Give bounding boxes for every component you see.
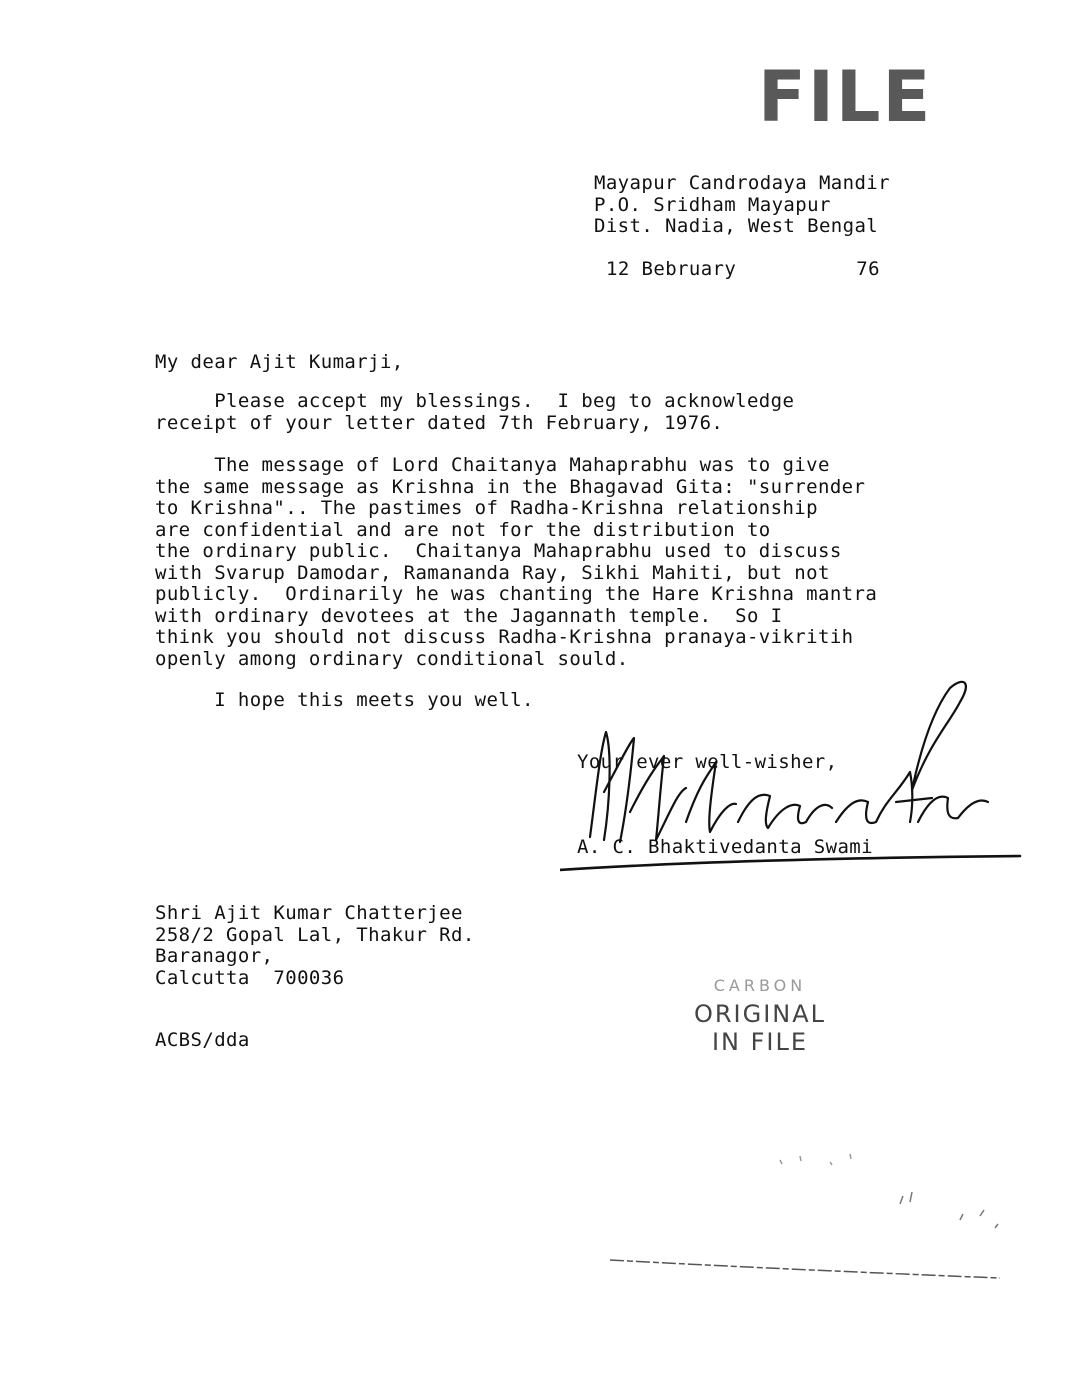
scan-artifacts [600,1150,1020,1300]
file-stamp-text: FILE [758,56,933,138]
signoff-wellwisher: Your ever well-wisher, [577,751,838,773]
salutation: My dear Ajit Kumarji, [155,351,404,373]
paragraph-line: openly among ordinary conditional sould. [155,647,629,670]
paragraph-line: the ordinary public. Chaitanya Mahaprabhu used to discuss [155,540,842,562]
address-line: Mayapur Candrodaya Mandir [594,172,890,194]
address-line: 258/2 Gopal Lal, Thakur Rd. [155,923,475,946]
paragraph-line: are confidential and are not for the distribution to [155,518,771,541]
paragraph-line: with Svarup Damodar, Ramananda Ray, Sikhi Mahiti, but not [155,561,830,584]
letter-date [606,259,880,281]
paragraph-line: Please accept my blessings. I beg to acknowledge [155,390,795,412]
reference-initials: ACBS/dda [155,1029,250,1051]
recipient-address [155,903,475,989]
paragraph-line: publicly. Ordinarily he was chanting the Hare Krishna mantra [155,583,878,605]
date-day-month: 12 Bebruary [606,258,737,280]
paragraph-line: receipt of your letter dated 7th February, 1976. [155,411,724,434]
paragraph-line: The message of Lord Chaitanya Mahaprabhu was to give [155,454,830,476]
address-line: P.O. Sridham Mayapur [594,193,831,216]
closing-line: I hope this meets you well. [155,689,534,711]
handwritten-signature [560,672,1030,887]
address-line: Baranagor, [155,945,274,967]
paragraph-line: with ordinary devotees at the Jagannath temple. So I [155,604,783,627]
address-line: Shri Ajit Kumar Chatterjee [155,902,463,924]
sender-address [594,173,890,238]
original-in-file-stamp [690,972,830,1056]
paragraph-line: think you should not discuss Radha-Krishna pranaya-vikritih [155,626,854,648]
signoff-name: A. C. Bhaktivedanta Swami [577,836,873,858]
paragraph-line: the same message as Krishna in the Bhagavad Gita: "surrender [155,475,866,498]
stamp-line-in-file: IN FILE [711,1028,809,1056]
file-stamp [758,56,933,138]
address-line: Calcutta 700036 [155,966,345,989]
date-year: 76 [856,258,880,280]
paragraph-2 [155,455,877,670]
stamp-line-carbon: CARBON [713,976,807,995]
paragraph-line: to Krishna".. The pastimes of Radha-Krishna relationship [155,497,818,519]
address-line: Dist. Nadia, West Bengal [594,215,879,237]
stamp-line-original: ORIGINAL [693,1000,827,1028]
paragraph-1 [155,391,794,434]
